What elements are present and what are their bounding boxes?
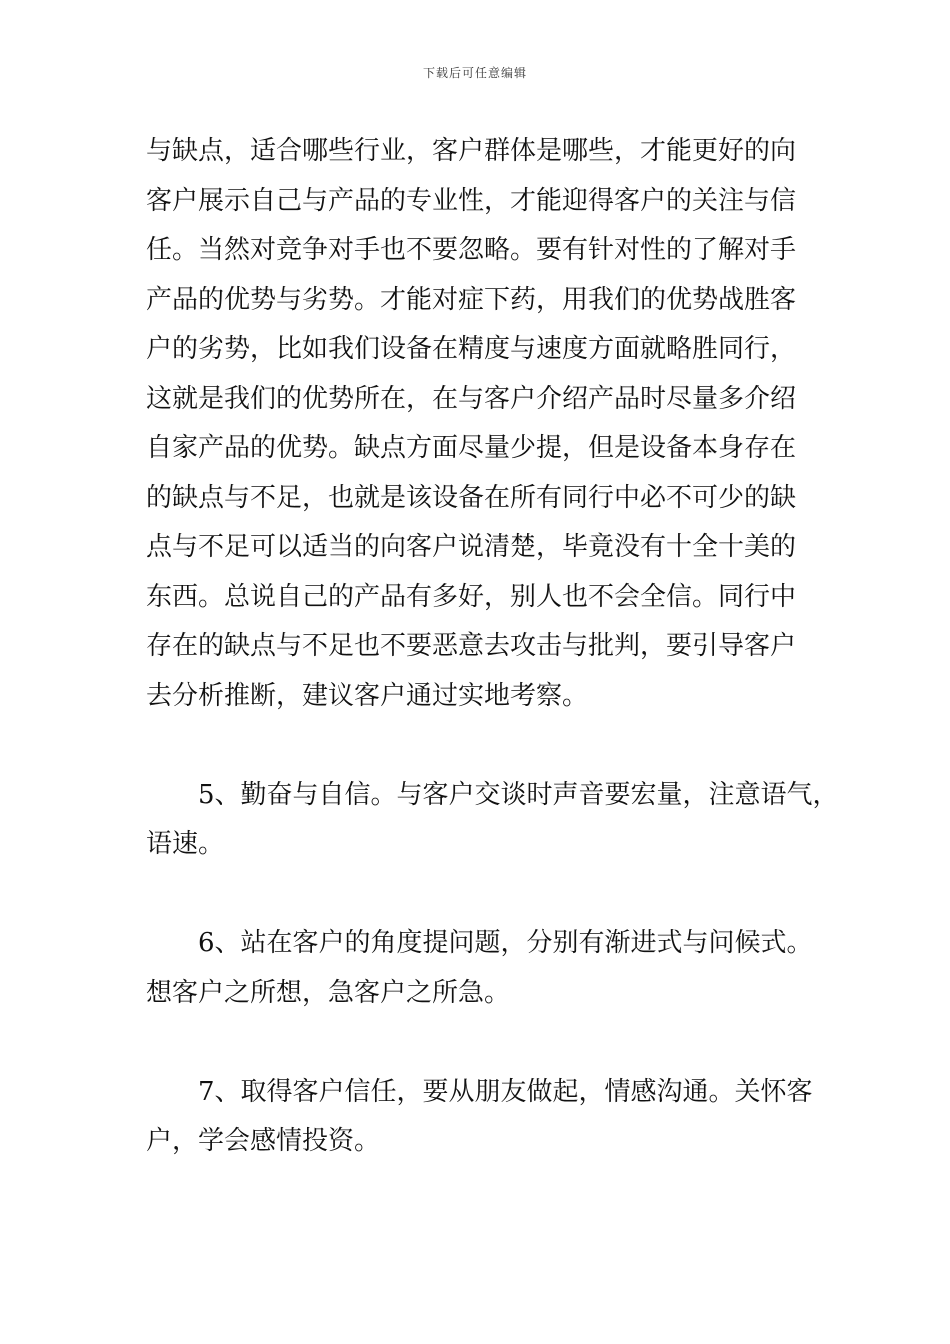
text-line: 户，学会感情投资。 — [146, 1126, 381, 1156]
paragraph-item-7 — [146, 1068, 814, 1167]
document-body — [146, 127, 839, 1167]
paragraph-1 — [146, 127, 814, 721]
page-header: 下载后可任意编辑 — [422, 66, 527, 80]
text-line: 5、勤奋与自信。与客户交谈时声音要宏量，注意语气， — [198, 779, 839, 810]
text-line: 自家产品的优势。缺点方面尽量少提，但是设备本身存在 — [146, 433, 797, 463]
text-line: 点与不足可以适当的向客户说清楚，毕竟没有十全十美的 — [146, 532, 797, 562]
text-line: 语速。 — [146, 829, 225, 859]
paragraph-item-6 — [146, 919, 814, 1018]
text-line: 这就是我们的优势所在，在与客户介绍产品时尽量多介绍 — [146, 383, 797, 414]
text-line: 想客户之所想，急客户之所急。 — [146, 977, 511, 1008]
text-line: 的缺点与不足，也就是该设备在所有同行中必不可少的缺 — [146, 482, 797, 513]
text-line: 去分析推断，建议客户通过实地考察。 — [146, 680, 589, 711]
paragraph-spacer — [146, 1018, 814, 1068]
paragraph-item-5 — [146, 771, 839, 870]
text-line: 存在的缺点与不足也不要恶意去攻击与批判，要引导客户 — [146, 631, 797, 661]
text-line: 客户展示自己与产品的专业性，才能迎得客户的关注与信 — [146, 185, 797, 216]
text-line: 户的劣势，比如我们设备在精度与速度方面就略胜同行， — [146, 334, 797, 364]
text-line: 6、站在客户的角度提问题，分别有渐进式与问候式。 — [198, 928, 813, 958]
text-line: 与缺点，适合哪些行业，客户群体是哪些，才能更好的向 — [146, 136, 797, 166]
text-line: 7、取得客户信任，要从朋友做起，情感沟通。关怀客 — [198, 1076, 813, 1107]
text-line: 任。当然对竞争对手也不要忽略。要有针对性的了解对手 — [146, 235, 797, 265]
paragraph-spacer — [146, 870, 814, 920]
text-line: 东西。总说自己的产品有多好，别人也不会全信。同行中 — [146, 581, 797, 612]
text-line: 产品的优势与劣势。才能对症下药，用我们的优势战胜客 — [146, 284, 797, 315]
paragraph-spacer — [146, 721, 814, 771]
